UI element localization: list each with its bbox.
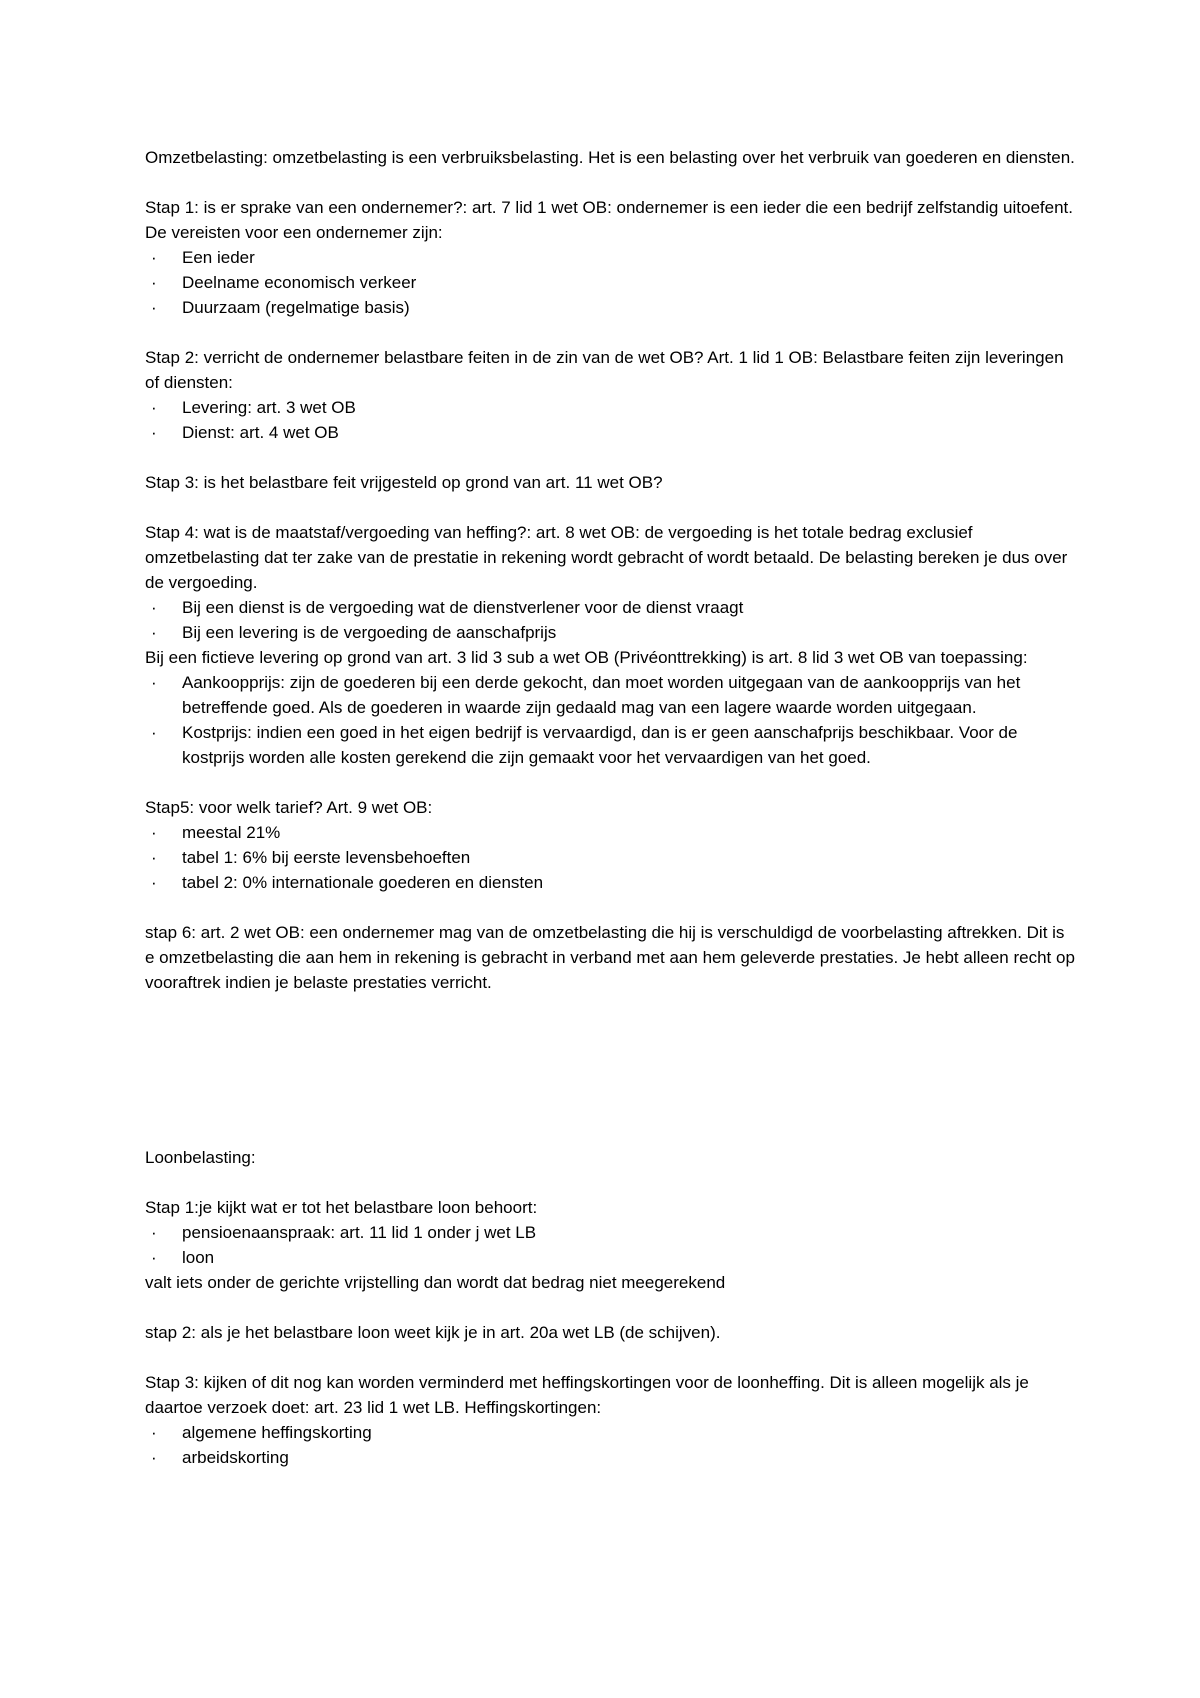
list-item: · tabel 2: 0% internationale goederen en diensten: [145, 870, 1075, 895]
lb-stap2-text: stap 2: als je het belastbare loon weet kijk je in art. 20a wet LB (de schijven).: [145, 1323, 721, 1342]
ob-stap4-text: Stap 4: wat is de maatstaf/vergoeding van heffing?: art. 8 wet OB: de vergoeding is het totale bedrag exclusief omzetbelasting dat ter zake van de prestatie in rekening wordt gebracht of wordt betaald. De belasting bereken je dus over de vergoeding.: [145, 523, 1068, 592]
bullet-icon: ·: [151, 423, 157, 442]
ob-stap2-list: [145, 395, 1075, 445]
bullet-icon: ·: [151, 723, 157, 742]
bullet-icon: ·: [151, 298, 157, 317]
lb-stap1-text2: valt iets onder de gerichte vrijstelling dan wordt dat bedrag niet meegerekend: [145, 1273, 726, 1292]
ob-stap5-text: Stap5: voor welk tarief? Art. 9 wet OB:: [145, 798, 433, 817]
list-item: · Levering: art. 3 wet OB: [145, 395, 1075, 420]
bullet-icon: ·: [151, 673, 157, 692]
list-item: · Een ieder: [145, 245, 1075, 270]
bullet-icon: ·: [151, 1223, 157, 1242]
ob-stap5-list: [145, 820, 1075, 895]
list-item: · Deelname economisch verkeer: [145, 270, 1075, 295]
ob-stap4-list: [145, 595, 1075, 645]
list-item: · Kostprijs: indien een goed in het eigen bedrijf is vervaardigd, dan is er geen aanschafprijs beschikbaar. Voor de kostprijs worden alle kosten gerekend die zijn gemaakt voor het vervaardigen van het goed.: [145, 720, 1075, 770]
lb-stap1-list: [145, 1220, 1075, 1270]
list-item: · Aankoopprijs: zijn de goederen bij een derde gekocht, dan moet worden uitgegaan van de aankoopprijs van het betreffende goed. Als de goederen in waarde zijn gedaald mag van een lagere waarde worden uitgegaan.: [145, 670, 1075, 720]
ob-stap1-text: Stap 1: is er sprake van een ondernemer?: art. 7 lid 1 wet OB: ondernemer is een ieder die een bedrijf zelfstandig uitoefent. De vereisten voor een ondernemer zijn:: [145, 198, 1073, 242]
bullet-icon: ·: [151, 623, 157, 642]
list-item: · algemene heffingskorting: [145, 1420, 1075, 1445]
ob-intro: Omzetbelasting: omzetbelasting is een verbruiksbelasting. Het is een belasting over het verbruik van goederen en diensten.: [145, 148, 1075, 167]
bullet-icon: ·: [151, 598, 157, 617]
bullet-icon: ·: [151, 248, 157, 267]
list-item: · pensioenaanspraak: art. 11 lid 1 onder j wet LB: [145, 1220, 1075, 1245]
ob-stap1-list: [145, 245, 1075, 320]
list-item: · loon: [145, 1245, 1075, 1270]
ob-stap2-text: Stap 2: verricht de ondernemer belastbare feiten in de zin van de wet OB? Art. 1 lid 1 OB: Belastbare feiten zijn leveringen of diensten:: [145, 348, 1064, 392]
list-item: · Bij een levering is de vergoeding de aanschafprijs: [145, 620, 1075, 645]
bullet-icon: ·: [151, 848, 157, 867]
ob-stap3-text: Stap 3: is het belastbare feit vrijgesteld op grond van art. 11 wet OB?: [145, 473, 663, 492]
bullet-icon: ·: [151, 1448, 157, 1467]
bullet-icon: ·: [151, 1248, 157, 1267]
bullet-icon: ·: [151, 273, 157, 292]
lb-stap3-text: Stap 3: kijken of dit nog kan worden verminderd met heffingskortingen voor de loonheffing. Dit is alleen mogelijk als je daartoe verzoek doet: art. 23 lid 1 wet LB. Heffingskortingen:: [145, 1373, 1029, 1417]
bullet-icon: ·: [151, 1423, 157, 1442]
list-item: · Dienst: art. 4 wet OB: [145, 420, 1075, 445]
document-content: [145, 145, 1075, 1470]
list-item: · Duurzaam (regelmatige basis): [145, 295, 1075, 320]
lb-title: Loonbelasting:: [145, 1148, 256, 1167]
list-item: · tabel 1: 6% bij eerste levensbehoeften: [145, 845, 1075, 870]
bullet-icon: ·: [151, 823, 157, 842]
ob-stap6-text: stap 6: art. 2 wet OB: een ondernemer mag van de omzetbelasting die hij is verschuldigd de voorbelasting aftrekken. Dit is e omzetbelasting die aan hem in rekening is gebracht in verband met aan hem geleverde prestaties. Je hebt alleen recht op vooraftrek indien je belaste prestaties verricht.: [145, 923, 1075, 992]
lb-stap1-text: Stap 1:je kijkt wat er tot het belastbare loon behoort:: [145, 1198, 538, 1217]
list-item: · meestal 21%: [145, 820, 1075, 845]
ob-stap4-text2: Bij een fictieve levering op grond van art. 3 lid 3 sub a wet OB (Privéonttrekking) is art. 8 lid 3 wet OB van toepassing:: [145, 648, 1028, 667]
lb-stap3-list: [145, 1420, 1075, 1470]
list-item: · Bij een dienst is de vergoeding wat de dienstverlener voor de dienst vraagt: [145, 595, 1075, 620]
bullet-icon: ·: [151, 398, 157, 417]
ob-stap4-list2: [145, 670, 1075, 770]
bullet-icon: ·: [151, 873, 157, 892]
list-item: · arbeidskorting: [145, 1445, 1075, 1470]
